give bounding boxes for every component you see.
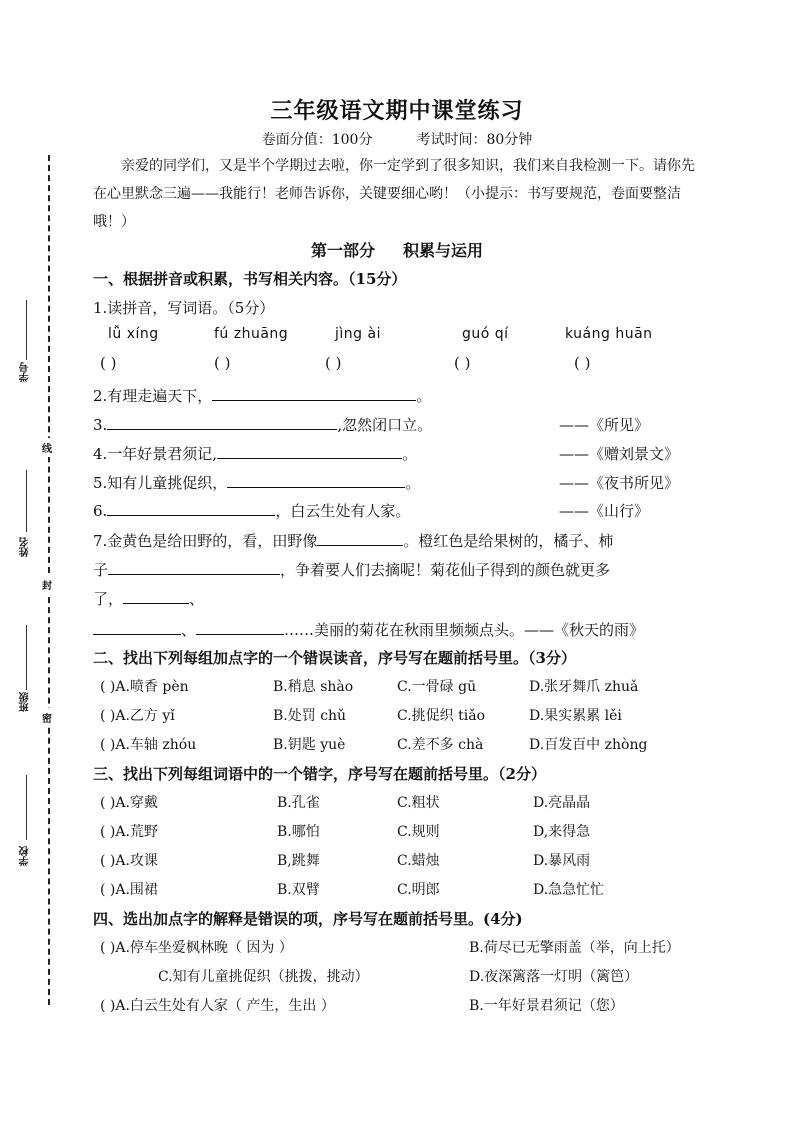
class-field[interactable] — [26, 625, 27, 690]
s2-r2-a[interactable]: ( )A.乙方 yǐ — [100, 708, 175, 724]
s3-r3-c: C.蜡烛 — [397, 853, 440, 869]
s2-r3-d: D.百发百中 zhòng — [529, 737, 648, 753]
s3-r3-d: D.暴风雨 — [533, 853, 591, 869]
answer-paren-1[interactable]: ( ) — [100, 354, 117, 372]
q4-text: 4.一年好景君须记, — [93, 445, 218, 463]
intro-paragraph: 亲爱的同学们，又是半个学期过去啦，你一定学到了很多知识，我们来自我检测一下。请你先在心里默念三遍——我能行！老师告诉你，关键要细心哟！（小提示：书写要规范，卷面要整洁哦！） — [93, 158, 695, 230]
pinyin-4: guó qí — [462, 326, 509, 342]
q5-blank[interactable] — [227, 473, 405, 488]
q4-blank[interactable] — [217, 444, 402, 459]
q3-source: ——《所见》 — [559, 416, 650, 434]
q7-text-f: 、 — [189, 590, 205, 608]
q7-blank-3[interactable] — [123, 589, 189, 604]
s2-r2-d: D.果实累累 lěi — [529, 708, 622, 724]
pinyin-5: kuáng huān — [565, 326, 653, 342]
q7-blank-1[interactable] — [317, 531, 403, 546]
q3-blank[interactable] — [107, 415, 337, 430]
q5-source: ——《夜书所见》 — [559, 474, 680, 492]
q7-line-2 — [93, 559, 610, 580]
answer-paren-4[interactable]: ( ) — [454, 354, 471, 372]
page-title: 三年级语文期中课堂练习 — [270, 98, 524, 124]
q7-blank-5[interactable] — [196, 620, 284, 635]
q2-text: 2.有理走遍天下， — [93, 387, 213, 405]
q5-end: 。 — [405, 474, 421, 492]
s2-r2-c: C.挑促织 tiǎo — [397, 708, 485, 724]
s3-r4-b: B.双臂 — [277, 882, 320, 898]
q7-line-3 — [93, 588, 204, 609]
q7-text-b: 。橙红色是给果树的，橘子、柿 — [403, 532, 614, 550]
s3-r3-a[interactable]: ( )A.攻课 — [100, 853, 158, 869]
student-id-label: 学号 — [20, 362, 31, 382]
s2-r3-a[interactable]: ( )A.车轴 zhóu — [100, 737, 197, 753]
part-name: 积累与运用 — [403, 241, 484, 260]
s4-r2-c: C.知有儿童挑促织（挑拨，挑动） — [158, 969, 369, 985]
binding-char-2: 封 — [42, 575, 52, 594]
answer-paren-2[interactable]: ( ) — [214, 354, 231, 372]
student-id-field[interactable] — [26, 300, 27, 360]
q6-line — [93, 500, 410, 521]
q6-blank[interactable] — [107, 501, 275, 516]
s3-r2-b: B.哪怕 — [277, 824, 320, 840]
q3-prefix: 3. — [93, 416, 108, 434]
s3-r3-b: B,跳舞 — [277, 853, 320, 869]
q4-source: ——《赠刘景文》 — [559, 445, 680, 463]
s3-r2-c: C.规则 — [397, 824, 440, 840]
q3-line — [93, 414, 432, 435]
q2-blank[interactable] — [212, 386, 416, 401]
s2-r1-d: D.张牙舞爪 zhuǎ — [529, 679, 639, 695]
score-info: 卷面分值：100分 — [261, 132, 373, 148]
section-1-heading: 一、根据拼音或积累，书写相关内容。（15分） — [93, 270, 407, 288]
s3-r2-a[interactable]: ( )A.荒野 — [100, 824, 158, 840]
q5-line — [93, 472, 420, 493]
pinyin-1: lǚ xíng — [108, 326, 159, 342]
q7-text-h: ……美丽的菊花在秋雨里频频点头。——《秋天的雨》 — [284, 621, 645, 639]
s3-r4-d: D.急急忙忙 — [533, 882, 605, 898]
s3-r4-c: C.明郎 — [397, 882, 440, 898]
q6-source: ——《山行》 — [559, 502, 650, 520]
s3-r4-a[interactable]: ( )A.围裙 — [100, 882, 158, 898]
part-title — [0, 238, 794, 261]
school-label: 学校 — [20, 846, 31, 866]
q7-line-1 — [93, 530, 613, 551]
q7-blank-2[interactable] — [108, 560, 280, 575]
q7-text-c: 子 — [93, 561, 109, 579]
s4-r1-a[interactable]: ( )A.停车坐爱枫林晚（ 因为 ） — [100, 940, 293, 956]
q7-text-g: 、 — [181, 621, 197, 639]
answer-paren-5[interactable]: ( ) — [574, 354, 591, 372]
q5-text: 5.知有儿童挑促织， — [93, 474, 228, 492]
time-info: 考试时间：80分钟 — [416, 132, 533, 148]
q3-text: ,忽然闭口立。 — [337, 416, 433, 434]
q6-text: ，白云生处有人家。 — [275, 502, 411, 520]
s3-r1-b: B.孔雀 — [277, 795, 320, 811]
name-field[interactable] — [26, 470, 27, 532]
s3-r1-a[interactable]: ( )A.穿戴 — [100, 795, 158, 811]
q7-text-d: ，争着要人们去摘呢！菊花仙子得到的颜色就更多 — [280, 561, 611, 579]
class-label: 班级 — [20, 692, 31, 712]
s4-r1-b: B.荷尽已无擎雨盖（举，向上托） — [469, 940, 680, 956]
q7-blank-4[interactable] — [93, 620, 181, 635]
s2-r3-b: B.钥匙 yuè — [273, 737, 346, 753]
s3-r1-d: D.亮晶晶 — [533, 795, 591, 811]
section-3-heading: 三、找出下列每组词语中的一个错字，序号写在题前括号里。（2分） — [93, 765, 546, 783]
pinyin-2: fú zhuāng — [214, 326, 289, 342]
binding-char-3: 密 — [42, 708, 52, 727]
q2-line — [93, 385, 431, 406]
q4-line — [93, 443, 417, 464]
q2-end: 。 — [416, 387, 432, 405]
binding-char-1: 线 — [42, 438, 52, 457]
q1-prompt: 1.读拼音，写词语。（5分） — [93, 299, 275, 317]
pinyin-3: jìng ài — [335, 326, 381, 342]
q7-text-e: 了， — [93, 590, 124, 608]
section-4-heading: 四、选出加点字的解释是错误的项，序号写在题前括号里。(4分) — [93, 910, 523, 928]
part-label: 第一部分 — [310, 241, 375, 260]
q6-prefix: 6. — [93, 502, 108, 520]
q4-end: 。 — [402, 445, 418, 463]
s2-r1-b: B.稍息 shào — [273, 679, 354, 695]
s2-r3-c: C.差不多 chà — [397, 737, 484, 753]
name-label: 姓名 — [20, 537, 31, 557]
s3-r2-d: D,来得急 — [533, 824, 591, 840]
exam-meta — [0, 129, 794, 149]
s4-r3-b: B.一年好景君须记（您） — [469, 998, 624, 1014]
school-field[interactable] — [26, 775, 27, 840]
s4-r2-d: D.夜深篱落一灯明（篱笆） — [469, 969, 639, 985]
s2-r1-a[interactable]: ( )A.喷香 pèn — [100, 679, 189, 695]
q7-text-a: 7.金黄色是给田野的，看，田野像 — [93, 532, 318, 550]
s4-r3-a[interactable]: ( )A.白云生处有人家（ 产生，生出 ） — [100, 998, 335, 1014]
q7-line-4 — [93, 619, 644, 640]
s2-r2-b: B.处罚 chǔ — [273, 708, 347, 724]
section-2-heading: 二、找出下列每组加点字的一个错误读音，序号写在题前括号里。（3分） — [93, 649, 576, 667]
answer-paren-3[interactable]: ( ) — [325, 354, 342, 372]
s2-r1-c: C.一骨碌 gū — [397, 679, 477, 695]
s3-r1-c: C.粗状 — [397, 795, 440, 811]
